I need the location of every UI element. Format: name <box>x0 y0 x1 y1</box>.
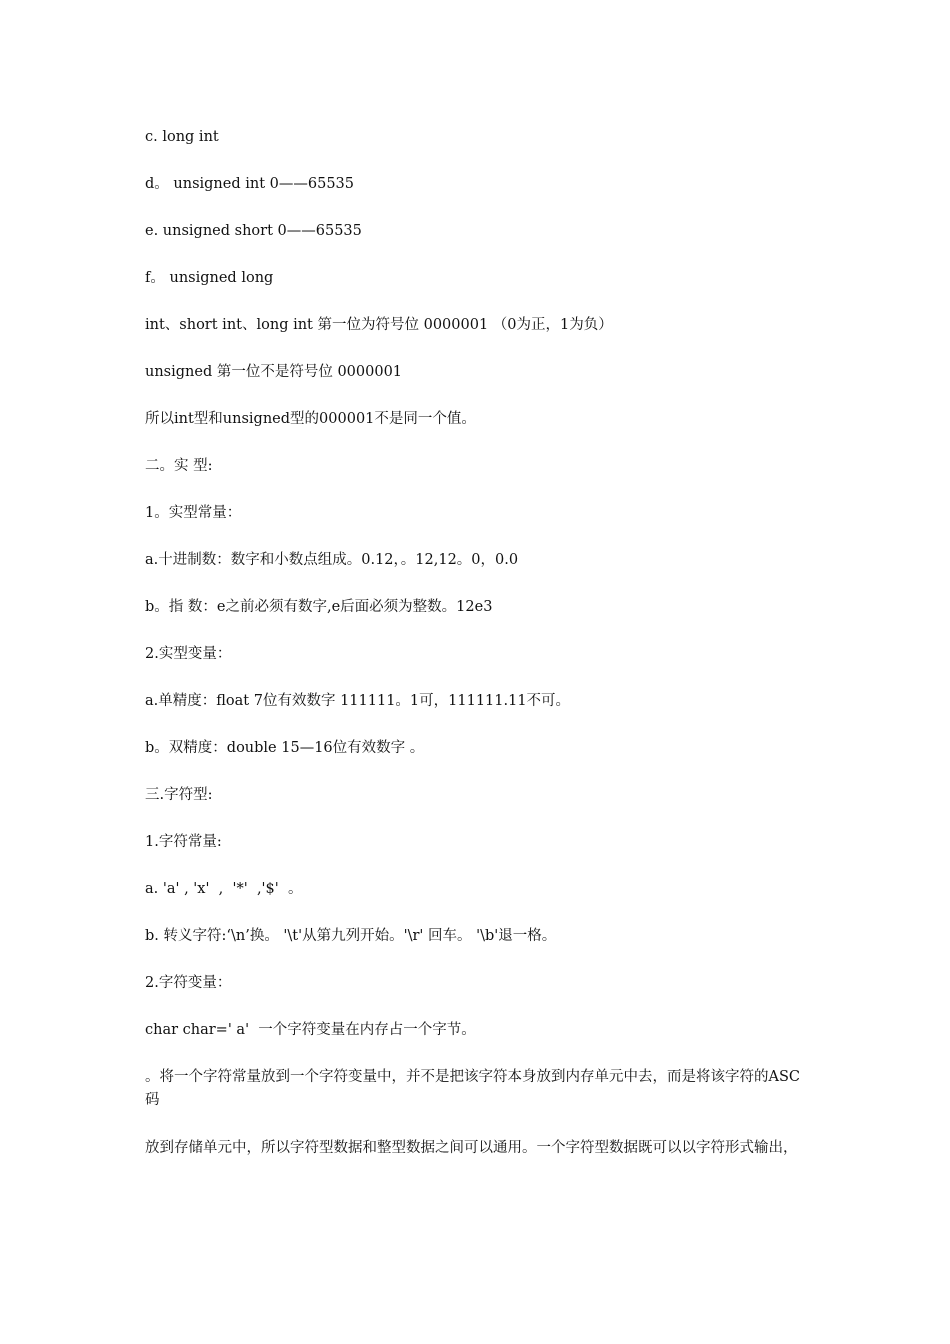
text-line: a.十进制数：数字和小数点组成。0.12，。12,12。0，0.0 <box>145 552 519 568</box>
text-line: char char=' a' 一个字符变量在内存占一个字节。 <box>145 1022 476 1038</box>
text-paragraph: 。将一个字符常量放到一个字符变量中，并不是把该字符本身放到内存单元中去，而是将该字符的ASC码 <box>145 1069 800 1108</box>
section-heading: 二。实 型: <box>145 458 213 474</box>
text-line: b. 转义字符:‘\n’换。 '\t'从第九列开始。'\r' 回车。 '\b'退一格。 <box>145 928 557 944</box>
subsection-heading: 1.字符常量: <box>145 834 222 850</box>
text-line: f。 unsigned long <box>145 270 274 286</box>
subsection-heading: 1。实型常量： <box>145 505 242 521</box>
text-line: b。指 数：e之前必须有数字,e后面必须为整数。12e3 <box>145 599 493 615</box>
text-paragraph: 放到存储单元中，所以字符型数据和整型数据之间可以通用。一个字符型数据既可以以字符形式输出， <box>145 1140 798 1156</box>
text-line: d。 unsigned int 0——65535 <box>145 176 355 192</box>
subsection-heading: 2.字符变量： <box>145 975 232 991</box>
text-line: a. 'a' , 'x' , '*' ,'$' 。 <box>145 881 303 897</box>
text-line: c. long int <box>145 129 219 145</box>
section-heading: 三.字符型: <box>145 787 213 803</box>
text-line: a.单精度：float 7位有效数字 111111。1可，111111.11不可。 <box>145 693 571 709</box>
text-line: b。双精度：double 15—16位有效数字 。 <box>145 740 425 756</box>
document-body <box>145 126 805 1185</box>
subsection-heading: 2.实型变量： <box>145 646 232 662</box>
text-line: 所以int型和unsigned型的000001不是同一个值。 <box>145 411 476 427</box>
text-line: e. unsigned short 0——65535 <box>145 223 362 239</box>
text-line: unsigned 第一位不是符号位 0000001 <box>145 364 403 380</box>
text-line: int、short int、long int 第一位为符号位 0000001 （0为正，1为负） <box>145 317 613 333</box>
